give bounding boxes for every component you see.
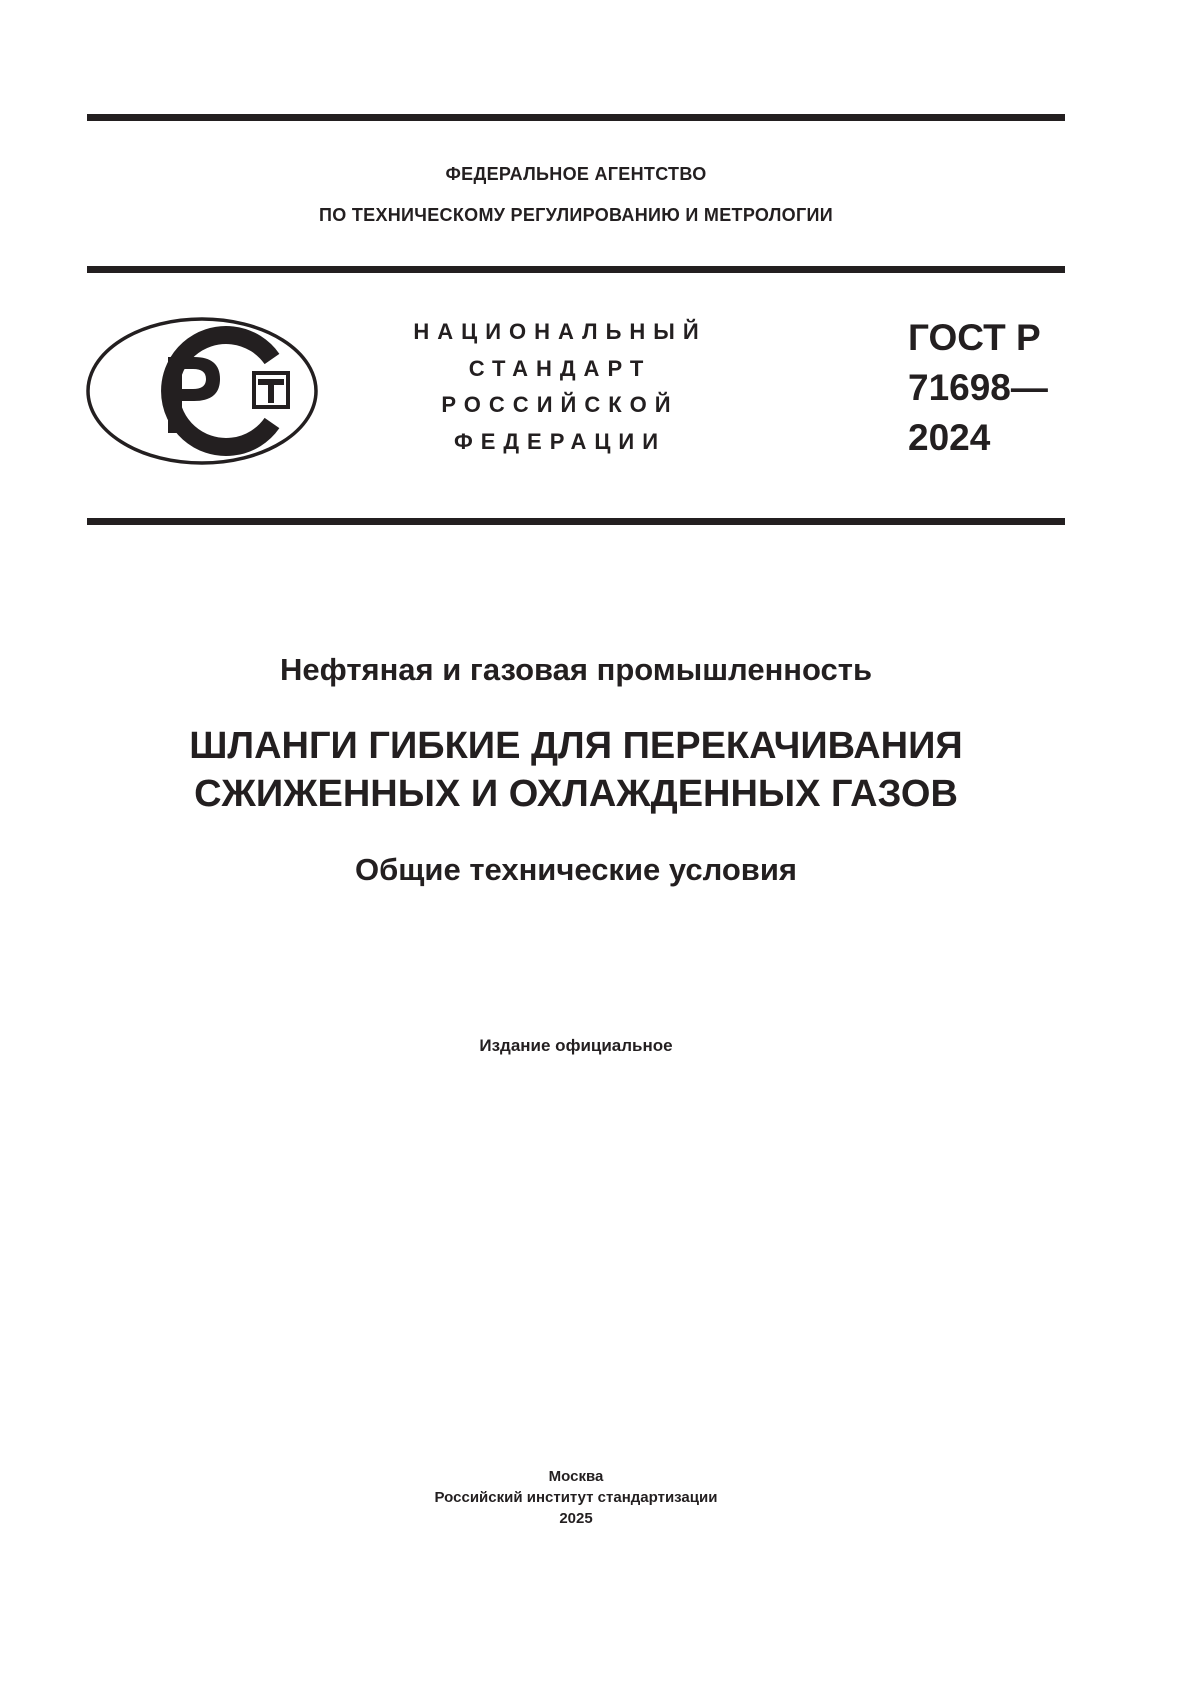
national-standard-label	[380, 314, 740, 460]
industry-heading: Нефтяная и газовая промышленность	[279, 652, 873, 687]
title-line-1: ШЛАНГИ ГИБКИЕ ДЛЯ ПЕРЕКАЧИВАНИЯ	[189, 725, 963, 767]
national-line-4: ФЕДЕРАЦИИ	[453, 428, 667, 454]
standard-designation	[908, 313, 1048, 463]
agency-name-line2: ПО ТЕХНИЧЕСКОМУ РЕГУЛИРОВАНИЮ И МЕТРОЛОГИИ	[319, 205, 833, 225]
national-line-1: НАЦИОНАЛЬНЫЙ	[413, 319, 707, 344]
national-line-3: РОССИЙСКОЙ	[441, 392, 679, 417]
top-rule	[87, 114, 1065, 121]
rst-certification-mark-icon	[86, 317, 318, 465]
designation-line-3: 2024	[908, 417, 991, 458]
designation-line-2: 71698—	[908, 367, 1048, 408]
header-rule	[87, 266, 1065, 273]
edition-note: Издание официальное	[479, 1036, 673, 1055]
document-title	[87, 722, 1065, 818]
agency-name-line1: ФЕДЕРАЛЬНОЕ АГЕНТСТВО	[445, 164, 707, 184]
designation-line-1: ГОСТ Р	[908, 317, 1041, 358]
section-rule	[87, 518, 1065, 525]
document-subtitle: Общие технические условия	[355, 852, 797, 887]
publisher-name: Российский институт стандартизации	[434, 1489, 718, 1506]
publisher-year: 2025	[559, 1510, 593, 1527]
national-line-2: СТАНДАРТ	[468, 355, 652, 381]
publisher-block	[87, 1466, 1065, 1529]
title-line-2: СЖИЖЕННЫХ И ОХЛАЖДЕННЫХ ГАЗОВ	[194, 773, 958, 815]
publisher-city: Москва	[548, 1468, 604, 1485]
